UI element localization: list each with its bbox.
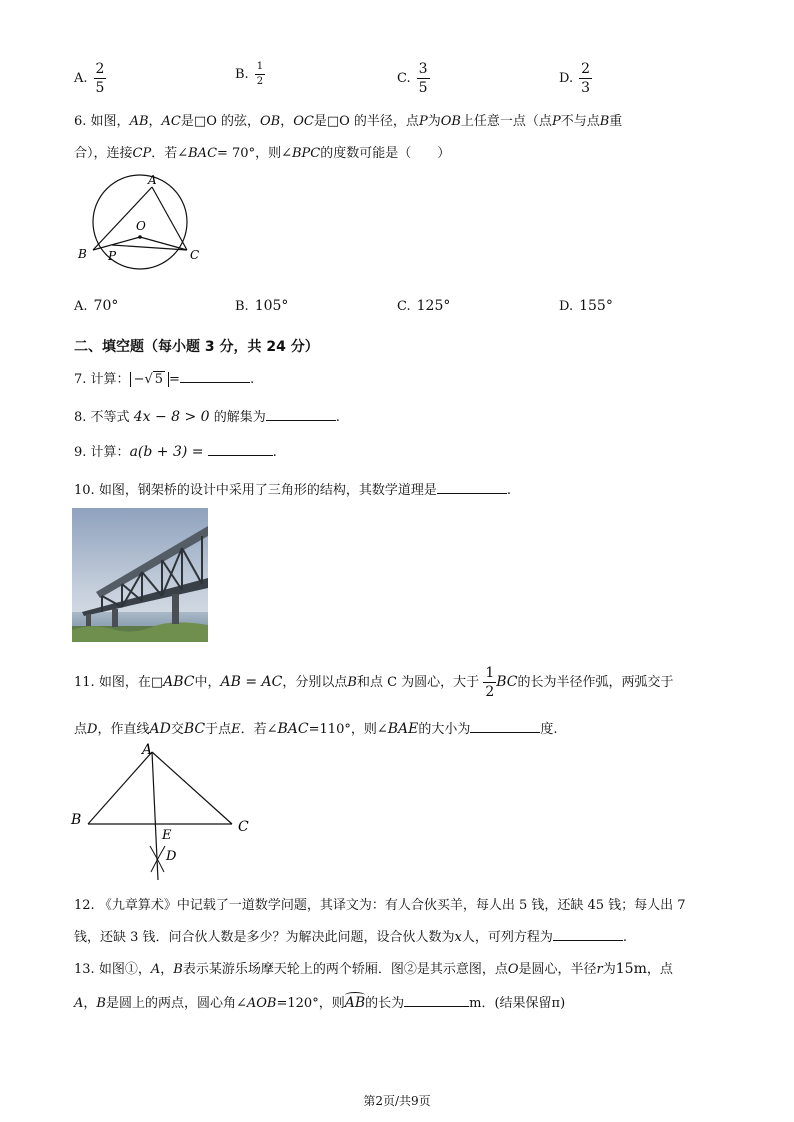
circle-symbol: □	[326, 114, 340, 129]
q6-option-c: C. 125°	[397, 298, 451, 314]
section-heading: 二、填空题（每小题 3 分，共 24 分）	[74, 339, 319, 355]
fraction: $\frac{1}{2}$	[256, 61, 264, 87]
q5-option-c: C. $\frac{3}{5}$	[397, 61, 428, 96]
q5-option-b: B. $\frac{1}{2}$	[235, 61, 264, 87]
q7: 7. 计算： −√ 5 = .	[74, 372, 255, 387]
q10: 10. 如图，钢架桥的设计中采用了三角形的结构，其数学道理是 .	[74, 483, 511, 498]
fraction-one-half: $\frac{1}{2}$	[485, 665, 495, 700]
q12-line-1: 12. 《九章算术》中记载了一道数学问题，其译文为：有人合伙买羊，每人出 5 钱，还缺 45 钱；每人出 7	[74, 898, 686, 913]
label-e: E	[162, 828, 172, 843]
q5-options	[74, 62, 734, 102]
fraction: $\frac{3}{5}$	[418, 61, 428, 96]
q13-line-1: 13. 如图①，A，B表示某游乐场摩天轮上的两个轿厢．图②是其示意图，点O是圆心，半径r为15m，点	[74, 961, 673, 977]
q8: 8. 不等式 4x − 8 > 0 的解集为 .	[74, 409, 340, 425]
q6-line-1: 6. 如图，AB，AC是□O 的弦，OB，OC是□O 的半径，点P为OB上任意一点（点P不与点B重	[74, 114, 623, 129]
label-b: B	[78, 247, 87, 261]
q12-line-2: 钱，还缺 3 钱．问合伙人数是多少？为解决此问题，设合伙人数为x人，可列方程为 .	[74, 930, 628, 945]
label-d: D	[166, 849, 177, 864]
q6-option-b: B. 105°	[235, 298, 289, 314]
q9: 9. 计算：a(b + 3) = .	[74, 444, 277, 460]
label-a: A	[148, 173, 157, 187]
absolute-value: −√ 5	[130, 372, 169, 387]
side-ab	[88, 752, 152, 824]
answer-blank[interactable]	[470, 720, 540, 733]
answer-blank[interactable]	[553, 928, 623, 941]
label-c: C	[190, 248, 200, 262]
bridge-image	[72, 508, 208, 642]
fraction: $\frac{2}{3}$	[581, 61, 591, 96]
label-a: A	[142, 742, 153, 758]
circle-symbol: □	[193, 114, 207, 129]
q5-option-d: D. $\frac{2}{3}$	[559, 61, 591, 96]
triangle-symbol: □	[150, 675, 164, 690]
q6-options	[74, 298, 734, 318]
label-b: B	[71, 812, 82, 828]
bridge-photo	[72, 508, 208, 642]
q11-line-1: 11. 如图，在□ABC中，AB = AC，分别以点B和点 C 为圆心，大于 $\frac{1}{2}$ BC的长为半径作弧，两弧交于	[74, 665, 674, 700]
q6-option-a: A. 70°	[74, 298, 119, 314]
radius-ob	[93, 237, 140, 250]
label-o: O	[136, 219, 146, 233]
q6-option-d: D. 155°	[559, 298, 613, 314]
center-dot	[138, 235, 142, 239]
answer-blank[interactable]	[437, 481, 507, 494]
side-ac	[152, 752, 232, 824]
q6-line-2: 合），连接CP．若∠BAC= 70°，则∠BPC的度数可能是（ ）	[74, 146, 451, 161]
answer-blank[interactable]	[266, 408, 336, 421]
q11-line-2: 点D，作直线AD交BC于点E．若∠BAC=110°，则∠BAE的大小为 度.	[74, 721, 558, 737]
label-c: C	[238, 819, 249, 835]
page-number: 第2页/共9页	[363, 1094, 431, 1108]
q11-triangle-figure	[66, 740, 266, 890]
answer-blank[interactable]	[208, 443, 273, 456]
arc-ab: AB	[344, 995, 366, 1011]
q5-option-a: A. $\frac{2}{5}$	[74, 61, 105, 96]
q13-line-2: A，B是圆上的两点，圆心角∠AOB=120°，则AB的长为 m．(结果保留π)	[74, 995, 566, 1011]
answer-blank[interactable]	[180, 370, 250, 383]
chord-ac	[152, 187, 187, 250]
q6-circle-figure	[74, 170, 214, 270]
label-p: P	[108, 249, 117, 263]
fraction: $\frac{2}{5}$	[95, 61, 105, 96]
answer-blank[interactable]	[404, 994, 469, 1007]
